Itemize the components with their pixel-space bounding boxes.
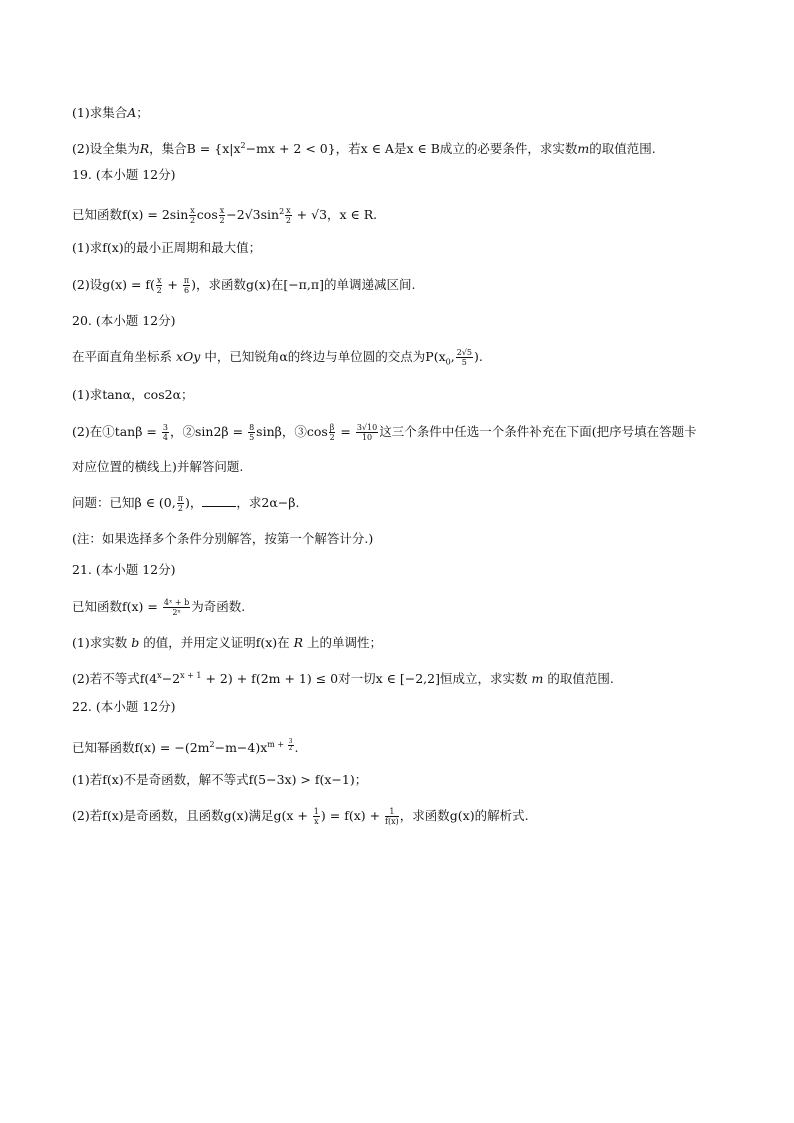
q20-part2: (2)在①tanβ = $\frac{3}{4}$ ，②sin2β = $\frac{8}{5}$ sinβ，③cos $\frac{\beta}{2}$ = $\frac{3√10}{10}$ 这三个条件中任选一个条件补充在下面(把序号填在答题卡 (72, 423, 697, 442)
q20-header: 20. (本小题 12分) (72, 313, 176, 328)
q22-part1: (1)若f(x)不是奇函数，解不等式f(5−3x) > f(x−1)； (72, 772, 368, 787)
q19-header: 19. (本小题 12分) (72, 167, 176, 182)
q21-stem: 已知函数f(x) = $\frac{\text{4ˣ + b}}{\text{2ˣ}}$ 为奇函数. (72, 598, 246, 617)
answer-blank (202, 496, 236, 507)
fraction: $\frac{8}{5}$ (249, 423, 255, 442)
fraction: $\frac{2√5}{5}$ (456, 348, 472, 367)
fraction: $\frac{1}{f(x)}$ (385, 807, 399, 826)
fraction: $\frac{\text{4ˣ + b}}{\text{2ˣ}}$ (163, 598, 190, 617)
fraction: $\frac{x}{2}$ (189, 206, 196, 226)
q20-stem: 在平面直角坐标系 xOy 中，已知锐角α的终边与单位圆的交点为$P(x_0$, $\frac{2√5}{5}$ ). (72, 348, 483, 367)
q19-part2: (2)设g(x) = f( $\frac{x}{2}$ + $\frac{\pi}{6}$ )，求函数g(x)在[−π,π]的单调递减区间. (72, 276, 416, 295)
fraction: $\frac{3}{2}$ (288, 737, 293, 752)
q22-stem: 已知幂函数$f(x) = -(2m^2-m-4)x^{m + \frac{3}{2}}$ . (72, 737, 299, 756)
fraction: $\frac{3√10}{10}$ (356, 423, 378, 442)
q20-note: (注：如果选择多个条件分别解答，按第一个解答计分.) (72, 531, 374, 546)
fraction: $\frac{\beta}{2}$ (329, 423, 335, 442)
fraction: $\frac{\pi}{2}$ (177, 494, 183, 513)
q18-part2: (2)设全集为R，集合$B = \{x|x^2-mx + 2 < 0\}$，若x ∈ A是x ∈ B成立的必要条件，求实数m的取值范围. (72, 141, 656, 157)
q21-header: 21. (本小题 12分) (72, 562, 176, 577)
q18-part1: (1)求集合A； (72, 105, 149, 120)
fraction: $\frac{x}{2}$ (156, 276, 162, 295)
q20-part1: (1)求tanα，cos2α； (72, 387, 194, 402)
q22-header: 22. (本小题 12分) (72, 699, 176, 714)
q21-part1: (1)求实数 b 的值，并用定义证明f(x)在 R 上的单调性； (72, 635, 383, 650)
fraction: $\frac{1}{x}$ (313, 807, 319, 826)
q19-part1: (1)求f(x)的最小正周期和最大值； (72, 240, 262, 255)
q22-part2: (2)若f(x)是奇函数，且函数g(x)满足g(x + $\frac{1}{x}$ ) = f(x) + $\frac{1}{f(x)}$ ，求函数g(x)的解析式. (72, 807, 529, 826)
q19-stem: 已知函数f(x) = 2sin $\frac{x}{2}$ cos $\frac{x}{2}$ $-2√3\sin^2$ $\frac{x}{2}$ + √3，x ∈ R. (72, 206, 378, 226)
fraction: $\frac{3}{4}$ (162, 423, 168, 442)
q20-question: 问题：已知β ∈ (0, $\frac{\pi}{2}$ )， ，求2α−β. (72, 494, 300, 513)
fraction: $\frac{\pi}{6}$ (183, 276, 190, 295)
fraction: $\frac{x}{2}$ (219, 206, 225, 226)
fraction: $\frac{x}{2}$ (285, 206, 291, 226)
q20-part2-cont: 对应位置的横线上)并解答问题. (72, 459, 244, 474)
q21-part2: (2)若不等式$f(4^x-2^{x + 1} + 2) + f(2m + 1) \le 0$对一切x ∈ [−2,2]恒成立，求实数 m 的取值范围. (72, 671, 614, 687)
